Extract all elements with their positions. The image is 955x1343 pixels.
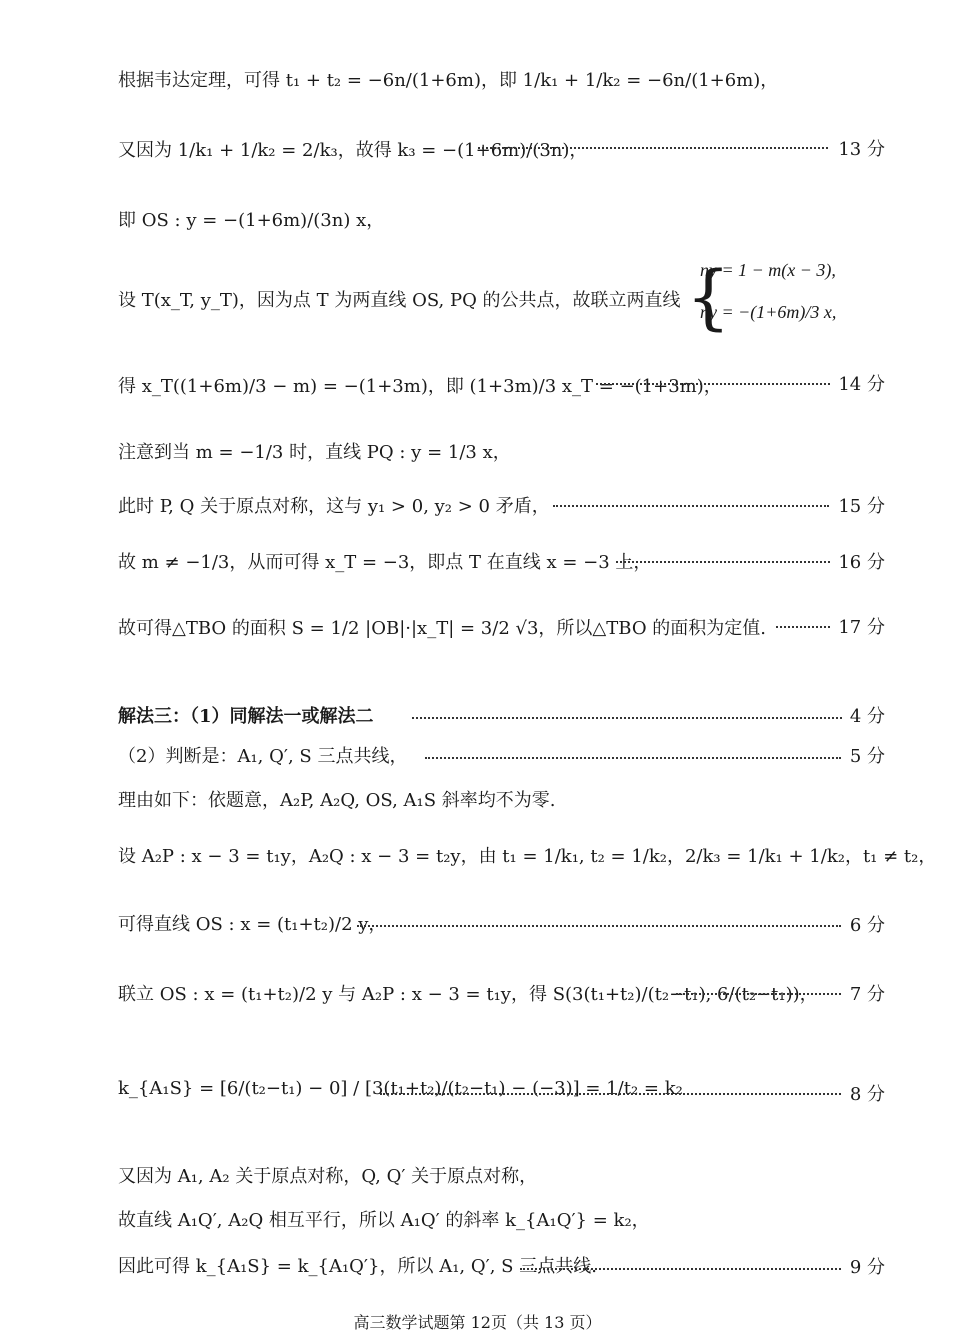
brace-symbol: { <box>686 256 731 338</box>
line-18-text: 故直线 A₁Q′, A₂Q 相互平行，所以 A₁Q′ 的斜率 k_{A₁Q′} = k₂， <box>118 1210 650 1231</box>
line-4-text: 设 T(x_T, y_T)，因为点 T 为两直线 OS, PQ 的公共点，故联立两直线 <box>118 290 681 311</box>
line-6 <box>118 426 888 472</box>
line-9-text: 故可得△TBO 的面积 S = 1/2 |OB|·|x_T| = 3/2 √3，所以△TBO 的面积为定值. <box>118 618 767 639</box>
line-10-text: 解法三：（1）同解法一或解法二 <box>118 706 374 727</box>
dot-leader <box>616 561 830 563</box>
dot-leader <box>553 505 829 507</box>
line-14-text: 可得直线 OS : x = (t₁+t₂)/2 y， <box>118 914 387 935</box>
line-1 <box>118 52 888 102</box>
dot-leader <box>425 757 841 759</box>
line-13 <box>118 830 937 878</box>
line-17-text: 又因为 A₁, A₂ 关于原点对称，Q, Q′ 关于原点对称， <box>118 1166 538 1187</box>
line-12 <box>118 784 888 812</box>
line-15 <box>118 966 888 1016</box>
score-13: 13 分 <box>838 139 885 160</box>
line-8 <box>118 536 888 582</box>
line-1-text: 根据韦达定理，可得 t₁ + t₂ = −6n/(1+6m)，即 1/k₁ + 1/k₂ = −6n/(1+6m)， <box>118 70 779 91</box>
dot-leader <box>380 1093 841 1095</box>
score-7: 7 分 <box>849 984 885 1005</box>
score-15: 15 分 <box>838 496 885 517</box>
dot-leader <box>412 717 842 719</box>
score-16: 16 分 <box>838 552 885 573</box>
dot-leader <box>357 925 841 927</box>
dot-leader <box>520 1268 841 1270</box>
line-7-text: 此时 P, Q 关于原点对称，这与 y₁ > 0, y₂ > 0 矛盾， <box>118 496 550 517</box>
line-3 <box>118 192 888 242</box>
line-19-text: 因此可得 k_{A₁S} = k_{A₁Q′}，所以 A₁, Q′, S 三点共线. <box>118 1256 597 1277</box>
system-eq-1: ny = 1 − m(x − 3), <box>700 260 836 280</box>
line-2-text: 又因为 1/k₁ + 1/k₂ = 2/k₃，故得 k₃ = −(1+6m)/(3n)， <box>118 140 588 161</box>
score-9: 9 分 <box>849 1257 885 1278</box>
score-17: 17 分 <box>838 617 885 638</box>
line-8-text: 故 m ≠ −1/3，从而可得 x_T = −3，即点 T 在直线 x = −3 上， <box>118 552 652 573</box>
line-19 <box>118 1250 888 1280</box>
line-9 <box>118 600 888 650</box>
line-13-text: 设 A₂P : x − 3 = t₁y，A₂Q : x − 3 = t₂y，由 t₁ = 1/k₁, t₂ = 1/k₂，2/k₃ = 1/k₁ + 1/k₂，t₁ ≠ t₂， <box>118 846 937 867</box>
score-4: 4 分 <box>849 706 885 727</box>
line-16-text: k_{A₁S} = [6/(t₂−t₁) − 0] / [3(t₁+t₂)/(t₂−t₁) − (−3)] = 1/t₂ = k₂ <box>118 1078 683 1099</box>
system-eq-2: ny = −(1+6m)/3 x, <box>700 302 837 322</box>
score-14: 14 分 <box>838 374 885 395</box>
dot-leader <box>596 383 830 385</box>
line-5-text: 得 x_T((1+6m)/3 − m) = −(1+3m)，即 (1+3m)/3 x_T = −(1+3m)， <box>118 376 722 397</box>
line-11 <box>118 740 888 768</box>
score-6: 6 分 <box>849 915 885 936</box>
line-15-text: 联立 OS : x = (t₁+t₂)/2 y 与 A₂P : x − 3 = t₁y，得 S(3(t₁+t₂)/(t₂−t₁), 6/(t₂−t₁))， <box>118 984 818 1005</box>
line-12-text: 理由如下：依题意，A₂P, A₂Q, OS, A₁S 斜率均不为零. <box>118 790 556 811</box>
line-3-text: 即 OS : y = −(1+6m)/(3n) x， <box>118 210 385 231</box>
dot-leader <box>776 626 830 628</box>
line-4 <box>118 256 888 340</box>
dot-leader <box>478 147 828 149</box>
line-11-text: （2）判断是：A₁, Q′, S 三点共线， <box>118 746 408 767</box>
line-17 <box>118 1160 888 1188</box>
score-5: 5 分 <box>849 746 885 767</box>
score-8: 8 分 <box>849 1084 885 1105</box>
page-footer: 高三数学试题第 12页（共 13 页） <box>353 1313 602 1332</box>
line-6-text: 注意到当 m = −1/3 时，直线 PQ : y = 1/3 x， <box>118 442 511 463</box>
line-18 <box>118 1204 888 1234</box>
dot-leader <box>676 993 841 995</box>
line-16 <box>118 1044 888 1134</box>
line-14 <box>118 898 888 946</box>
line-10 <box>118 700 888 728</box>
